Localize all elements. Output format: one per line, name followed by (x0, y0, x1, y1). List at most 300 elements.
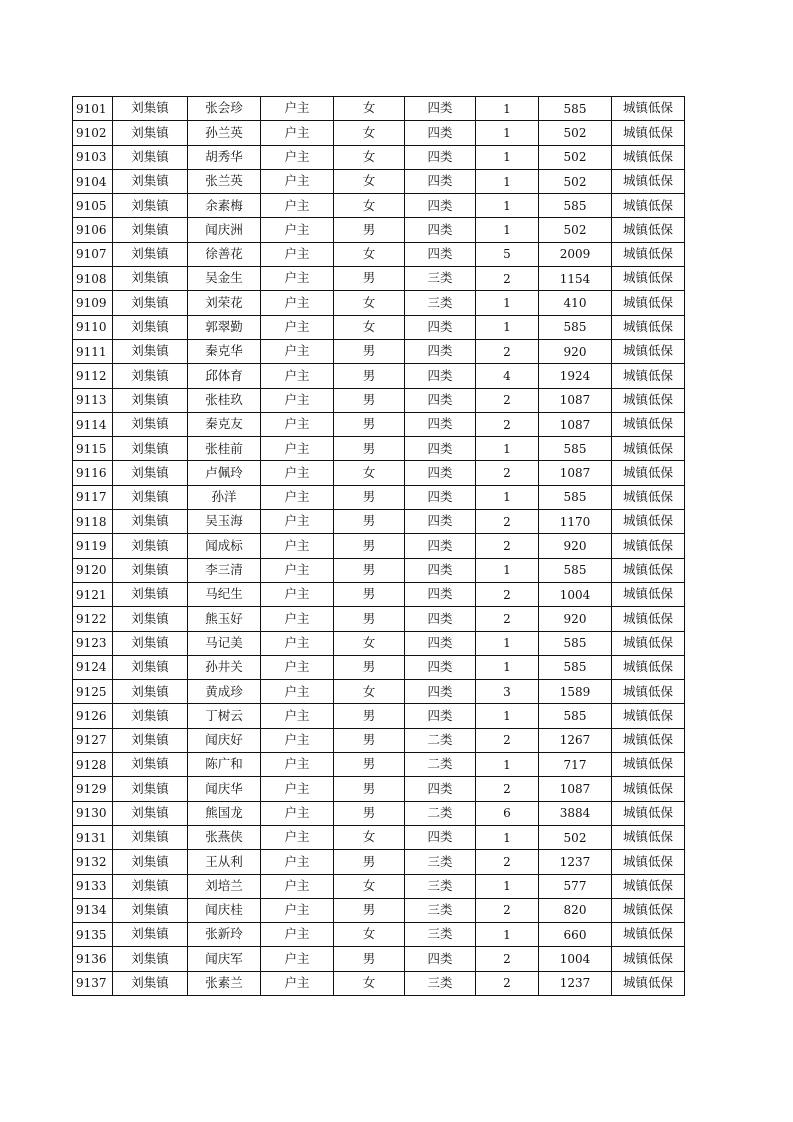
cell-town: 刘集镇 (113, 631, 188, 655)
cell-town: 刘集镇 (113, 412, 188, 436)
cell-allowance-amount: 585 (539, 437, 612, 461)
cell-allowance-amount: 585 (539, 485, 612, 509)
cell-person-name: 余素梅 (188, 194, 261, 218)
cell-household-relation: 户主 (261, 825, 334, 849)
cell-household-relation: 户主 (261, 437, 334, 461)
cell-assistance-type: 城镇低保 (612, 923, 685, 947)
cell-category: 四类 (405, 582, 476, 606)
cell-household-relation: 户主 (261, 267, 334, 291)
cell-allowance-amount: 585 (539, 704, 612, 728)
cell-allowance-amount: 585 (539, 97, 612, 121)
cell-household-size: 2 (476, 898, 539, 922)
table-row (73, 923, 685, 947)
cell-serial-number: 9123 (73, 631, 113, 655)
cell-household-relation: 户主 (261, 607, 334, 631)
cell-category: 四类 (405, 510, 476, 534)
cell-allowance-amount: 502 (539, 825, 612, 849)
cell-household-relation: 户主 (261, 655, 334, 679)
cell-assistance-type: 城镇低保 (612, 631, 685, 655)
cell-sex: 男 (334, 704, 405, 728)
table-row (73, 485, 685, 509)
cell-household-relation: 户主 (261, 388, 334, 412)
cell-assistance-type: 城镇低保 (612, 194, 685, 218)
cell-person-name: 闻庆军 (188, 947, 261, 971)
cell-town: 刘集镇 (113, 242, 188, 266)
cell-sex: 女 (334, 169, 405, 193)
cell-household-relation: 户主 (261, 485, 334, 509)
cell-serial-number: 9113 (73, 388, 113, 412)
cell-serial-number: 9116 (73, 461, 113, 485)
cell-category: 四类 (405, 558, 476, 582)
cell-allowance-amount: 717 (539, 753, 612, 777)
cell-household-size: 1 (476, 169, 539, 193)
cell-person-name: 陈广和 (188, 753, 261, 777)
cell-person-name: 马纪生 (188, 582, 261, 606)
cell-household-size: 1 (476, 923, 539, 947)
cell-town: 刘集镇 (113, 971, 188, 995)
cell-sex: 男 (334, 558, 405, 582)
cell-assistance-type: 城镇低保 (612, 510, 685, 534)
table-row (73, 850, 685, 874)
cell-person-name: 秦克友 (188, 412, 261, 436)
cell-assistance-type: 城镇低保 (612, 777, 685, 801)
cell-sex: 男 (334, 412, 405, 436)
cell-assistance-type: 城镇低保 (612, 121, 685, 145)
cell-category: 二类 (405, 728, 476, 752)
cell-category: 四类 (405, 242, 476, 266)
cell-assistance-type: 城镇低保 (612, 169, 685, 193)
cell-allowance-amount: 1087 (539, 461, 612, 485)
cell-household-relation: 户主 (261, 97, 334, 121)
cell-town: 刘集镇 (113, 510, 188, 534)
cell-sex: 女 (334, 971, 405, 995)
cell-household-size: 2 (476, 461, 539, 485)
cell-household-relation: 户主 (261, 242, 334, 266)
cell-serial-number: 9133 (73, 874, 113, 898)
cell-household-size: 2 (476, 534, 539, 558)
cell-sex: 男 (334, 437, 405, 461)
cell-town: 刘集镇 (113, 850, 188, 874)
cell-town: 刘集镇 (113, 267, 188, 291)
table-row (73, 242, 685, 266)
table-row (73, 704, 685, 728)
cell-town: 刘集镇 (113, 680, 188, 704)
cell-household-relation: 户主 (261, 121, 334, 145)
cell-household-size: 1 (476, 704, 539, 728)
cell-household-relation: 户主 (261, 874, 334, 898)
cell-town: 刘集镇 (113, 339, 188, 363)
cell-sex: 女 (334, 680, 405, 704)
cell-sex: 男 (334, 510, 405, 534)
cell-sex: 男 (334, 753, 405, 777)
cell-category: 三类 (405, 850, 476, 874)
cell-category: 四类 (405, 655, 476, 679)
cell-assistance-type: 城镇低保 (612, 874, 685, 898)
cell-serial-number: 9127 (73, 728, 113, 752)
cell-serial-number: 9134 (73, 898, 113, 922)
cell-town: 刘集镇 (113, 315, 188, 339)
cell-household-size: 1 (476, 753, 539, 777)
table-row (73, 777, 685, 801)
table-row (73, 291, 685, 315)
cell-assistance-type: 城镇低保 (612, 753, 685, 777)
cell-household-size: 1 (476, 218, 539, 242)
table-row (73, 801, 685, 825)
cell-category: 四类 (405, 631, 476, 655)
cell-allowance-amount: 3884 (539, 801, 612, 825)
table-row (73, 753, 685, 777)
cell-sex: 男 (334, 655, 405, 679)
cell-serial-number: 9102 (73, 121, 113, 145)
cell-town: 刘集镇 (113, 898, 188, 922)
cell-category: 四类 (405, 364, 476, 388)
cell-sex: 女 (334, 923, 405, 947)
cell-allowance-amount: 820 (539, 898, 612, 922)
cell-category: 四类 (405, 825, 476, 849)
cell-category: 四类 (405, 485, 476, 509)
cell-person-name: 熊玉好 (188, 607, 261, 631)
cell-person-name: 丁树云 (188, 704, 261, 728)
table-row (73, 971, 685, 995)
cell-household-size: 1 (476, 485, 539, 509)
cell-allowance-amount: 502 (539, 218, 612, 242)
table-row (73, 461, 685, 485)
cell-town: 刘集镇 (113, 801, 188, 825)
cell-household-size: 6 (476, 801, 539, 825)
cell-household-relation: 户主 (261, 947, 334, 971)
table-row (73, 680, 685, 704)
cell-household-size: 1 (476, 437, 539, 461)
cell-assistance-type: 城镇低保 (612, 655, 685, 679)
cell-assistance-type: 城镇低保 (612, 558, 685, 582)
table-row (73, 898, 685, 922)
cell-town: 刘集镇 (113, 704, 188, 728)
cell-serial-number: 9135 (73, 923, 113, 947)
cell-household-size: 1 (476, 631, 539, 655)
cell-serial-number: 9101 (73, 97, 113, 121)
table-row (73, 169, 685, 193)
cell-assistance-type: 城镇低保 (612, 218, 685, 242)
cell-person-name: 王从利 (188, 850, 261, 874)
cell-assistance-type: 城镇低保 (612, 97, 685, 121)
cell-allowance-amount: 585 (539, 315, 612, 339)
cell-sex: 男 (334, 850, 405, 874)
cell-serial-number: 9121 (73, 582, 113, 606)
cell-sex: 男 (334, 728, 405, 752)
cell-category: 二类 (405, 801, 476, 825)
cell-sex: 男 (334, 607, 405, 631)
cell-sex: 女 (334, 874, 405, 898)
table-row (73, 825, 685, 849)
cell-category: 四类 (405, 194, 476, 218)
cell-assistance-type: 城镇低保 (612, 898, 685, 922)
cell-assistance-type: 城镇低保 (612, 315, 685, 339)
cell-serial-number: 9117 (73, 485, 113, 509)
table-row (73, 534, 685, 558)
cell-town: 刘集镇 (113, 777, 188, 801)
table-row (73, 874, 685, 898)
cell-assistance-type: 城镇低保 (612, 534, 685, 558)
cell-household-size: 1 (476, 194, 539, 218)
cell-household-relation: 户主 (261, 850, 334, 874)
cell-household-relation: 户主 (261, 194, 334, 218)
cell-sex: 女 (334, 242, 405, 266)
cell-assistance-type: 城镇低保 (612, 947, 685, 971)
cell-category: 三类 (405, 971, 476, 995)
cell-assistance-type: 城镇低保 (612, 704, 685, 728)
cell-serial-number: 9130 (73, 801, 113, 825)
cell-allowance-amount: 502 (539, 121, 612, 145)
cell-household-size: 2 (476, 412, 539, 436)
cell-town: 刘集镇 (113, 218, 188, 242)
cell-assistance-type: 城镇低保 (612, 582, 685, 606)
cell-assistance-type: 城镇低保 (612, 242, 685, 266)
cell-allowance-amount: 1237 (539, 850, 612, 874)
cell-household-size: 2 (476, 728, 539, 752)
cell-allowance-amount: 1589 (539, 680, 612, 704)
cell-household-size: 1 (476, 291, 539, 315)
cell-household-relation: 户主 (261, 510, 334, 534)
cell-town: 刘集镇 (113, 169, 188, 193)
cell-town: 刘集镇 (113, 485, 188, 509)
cell-town: 刘集镇 (113, 388, 188, 412)
cell-household-size: 2 (476, 777, 539, 801)
cell-allowance-amount: 660 (539, 923, 612, 947)
cell-sex: 女 (334, 121, 405, 145)
cell-allowance-amount: 1087 (539, 412, 612, 436)
cell-allowance-amount: 920 (539, 339, 612, 363)
cell-category: 四类 (405, 339, 476, 363)
cell-town: 刘集镇 (113, 655, 188, 679)
cell-household-relation: 户主 (261, 169, 334, 193)
cell-household-size: 2 (476, 582, 539, 606)
cell-household-size: 1 (476, 121, 539, 145)
cell-town: 刘集镇 (113, 437, 188, 461)
cell-person-name: 徐善花 (188, 242, 261, 266)
cell-sex: 女 (334, 97, 405, 121)
cell-category: 四类 (405, 461, 476, 485)
cell-category: 四类 (405, 412, 476, 436)
table-row (73, 607, 685, 631)
cell-sex: 女 (334, 631, 405, 655)
cell-assistance-type: 城镇低保 (612, 801, 685, 825)
cell-assistance-type: 城镇低保 (612, 728, 685, 752)
cell-serial-number: 9105 (73, 194, 113, 218)
cell-serial-number: 9115 (73, 437, 113, 461)
cell-serial-number: 9125 (73, 680, 113, 704)
cell-serial-number: 9104 (73, 169, 113, 193)
table-row (73, 728, 685, 752)
cell-person-name: 孙兰英 (188, 121, 261, 145)
cell-household-size: 2 (476, 510, 539, 534)
cell-town: 刘集镇 (113, 607, 188, 631)
cell-allowance-amount: 502 (539, 169, 612, 193)
cell-serial-number: 9110 (73, 315, 113, 339)
table-row (73, 364, 685, 388)
cell-person-name: 卢佩玲 (188, 461, 261, 485)
cell-household-size: 1 (476, 874, 539, 898)
cell-serial-number: 9132 (73, 850, 113, 874)
cell-person-name: 闻庆洲 (188, 218, 261, 242)
cell-assistance-type: 城镇低保 (612, 437, 685, 461)
cell-allowance-amount: 585 (539, 194, 612, 218)
cell-assistance-type: 城镇低保 (612, 485, 685, 509)
table-row (73, 437, 685, 461)
cell-serial-number: 9128 (73, 753, 113, 777)
cell-household-relation: 户主 (261, 898, 334, 922)
table-row (73, 655, 685, 679)
cell-sex: 男 (334, 777, 405, 801)
table-row (73, 947, 685, 971)
cell-household-relation: 户主 (261, 291, 334, 315)
cell-allowance-amount: 585 (539, 655, 612, 679)
cell-sex: 男 (334, 582, 405, 606)
table-row (73, 582, 685, 606)
cell-person-name: 刘荣花 (188, 291, 261, 315)
cell-assistance-type: 城镇低保 (612, 850, 685, 874)
cell-sex: 男 (334, 898, 405, 922)
cell-category: 三类 (405, 898, 476, 922)
cell-allowance-amount: 585 (539, 558, 612, 582)
cell-person-name: 张燕侠 (188, 825, 261, 849)
cell-sex: 男 (334, 267, 405, 291)
cell-household-size: 2 (476, 850, 539, 874)
cell-serial-number: 9109 (73, 291, 113, 315)
cell-person-name: 张桂前 (188, 437, 261, 461)
cell-assistance-type: 城镇低保 (612, 680, 685, 704)
cell-serial-number: 9112 (73, 364, 113, 388)
cell-serial-number: 9108 (73, 267, 113, 291)
cell-household-relation: 户主 (261, 558, 334, 582)
cell-category: 四类 (405, 777, 476, 801)
table-row (73, 194, 685, 218)
cell-household-size: 1 (476, 315, 539, 339)
cell-household-relation: 户主 (261, 753, 334, 777)
cell-person-name: 孙井关 (188, 655, 261, 679)
cell-household-size: 1 (476, 825, 539, 849)
cell-household-size: 2 (476, 339, 539, 363)
cell-person-name: 吴金生 (188, 267, 261, 291)
cell-category: 四类 (405, 218, 476, 242)
cell-town: 刘集镇 (113, 825, 188, 849)
cell-serial-number: 9103 (73, 145, 113, 169)
cell-household-relation: 户主 (261, 801, 334, 825)
cell-allowance-amount: 2009 (539, 242, 612, 266)
cell-household-relation: 户主 (261, 923, 334, 947)
cell-assistance-type: 城镇低保 (612, 607, 685, 631)
cell-person-name: 郭翠勤 (188, 315, 261, 339)
cell-allowance-amount: 502 (539, 145, 612, 169)
cell-allowance-amount: 920 (539, 607, 612, 631)
cell-household-relation: 户主 (261, 364, 334, 388)
table-row (73, 315, 685, 339)
cell-category: 三类 (405, 291, 476, 315)
cell-household-relation: 户主 (261, 218, 334, 242)
table-row (73, 412, 685, 436)
cell-serial-number: 9136 (73, 947, 113, 971)
table-row (73, 631, 685, 655)
table-row (73, 558, 685, 582)
cell-person-name: 闻庆华 (188, 777, 261, 801)
cell-sex: 女 (334, 315, 405, 339)
cell-person-name: 胡秀华 (188, 145, 261, 169)
cell-person-name: 熊国龙 (188, 801, 261, 825)
cell-household-relation: 户主 (261, 582, 334, 606)
cell-person-name: 张兰英 (188, 169, 261, 193)
cell-person-name: 闻成标 (188, 534, 261, 558)
cell-person-name: 邱体育 (188, 364, 261, 388)
cell-serial-number: 9124 (73, 655, 113, 679)
cell-town: 刘集镇 (113, 947, 188, 971)
cell-category: 四类 (405, 704, 476, 728)
cell-category: 四类 (405, 947, 476, 971)
table-row (73, 267, 685, 291)
cell-serial-number: 9131 (73, 825, 113, 849)
table-row (73, 388, 685, 412)
cell-sex: 女 (334, 461, 405, 485)
cell-category: 三类 (405, 923, 476, 947)
cell-serial-number: 9119 (73, 534, 113, 558)
cell-household-size: 2 (476, 971, 539, 995)
cell-town: 刘集镇 (113, 194, 188, 218)
cell-household-size: 2 (476, 267, 539, 291)
cell-serial-number: 9118 (73, 510, 113, 534)
cell-town: 刘集镇 (113, 753, 188, 777)
cell-household-size: 1 (476, 558, 539, 582)
cell-serial-number: 9137 (73, 971, 113, 995)
cell-person-name: 马记美 (188, 631, 261, 655)
cell-household-size: 2 (476, 388, 539, 412)
cell-sex: 男 (334, 339, 405, 363)
cell-allowance-amount: 1154 (539, 267, 612, 291)
table-row (73, 121, 685, 145)
cell-person-name: 张素兰 (188, 971, 261, 995)
cell-household-relation: 户主 (261, 704, 334, 728)
cell-household-relation: 户主 (261, 534, 334, 558)
cell-household-relation: 户主 (261, 680, 334, 704)
cell-household-relation: 户主 (261, 412, 334, 436)
cell-household-relation: 户主 (261, 971, 334, 995)
cell-category: 三类 (405, 874, 476, 898)
subsistence-allowance-table (72, 96, 685, 996)
cell-person-name: 张新玲 (188, 923, 261, 947)
cell-town: 刘集镇 (113, 145, 188, 169)
cell-serial-number: 9122 (73, 607, 113, 631)
cell-person-name: 闻庆好 (188, 728, 261, 752)
cell-allowance-amount: 1170 (539, 510, 612, 534)
cell-allowance-amount: 577 (539, 874, 612, 898)
cell-household-size: 2 (476, 607, 539, 631)
cell-household-size: 1 (476, 655, 539, 679)
cell-household-size: 2 (476, 947, 539, 971)
cell-sex: 男 (334, 364, 405, 388)
cell-category: 四类 (405, 145, 476, 169)
table-row (73, 97, 685, 121)
cell-sex: 男 (334, 485, 405, 509)
cell-serial-number: 9107 (73, 242, 113, 266)
cell-town: 刘集镇 (113, 97, 188, 121)
cell-town: 刘集镇 (113, 582, 188, 606)
cell-sex: 女 (334, 825, 405, 849)
cell-allowance-amount: 1004 (539, 947, 612, 971)
cell-household-relation: 户主 (261, 145, 334, 169)
table-body (73, 97, 685, 996)
cell-town: 刘集镇 (113, 121, 188, 145)
cell-assistance-type: 城镇低保 (612, 364, 685, 388)
cell-household-size: 1 (476, 145, 539, 169)
cell-category: 二类 (405, 753, 476, 777)
cell-serial-number: 9106 (73, 218, 113, 242)
